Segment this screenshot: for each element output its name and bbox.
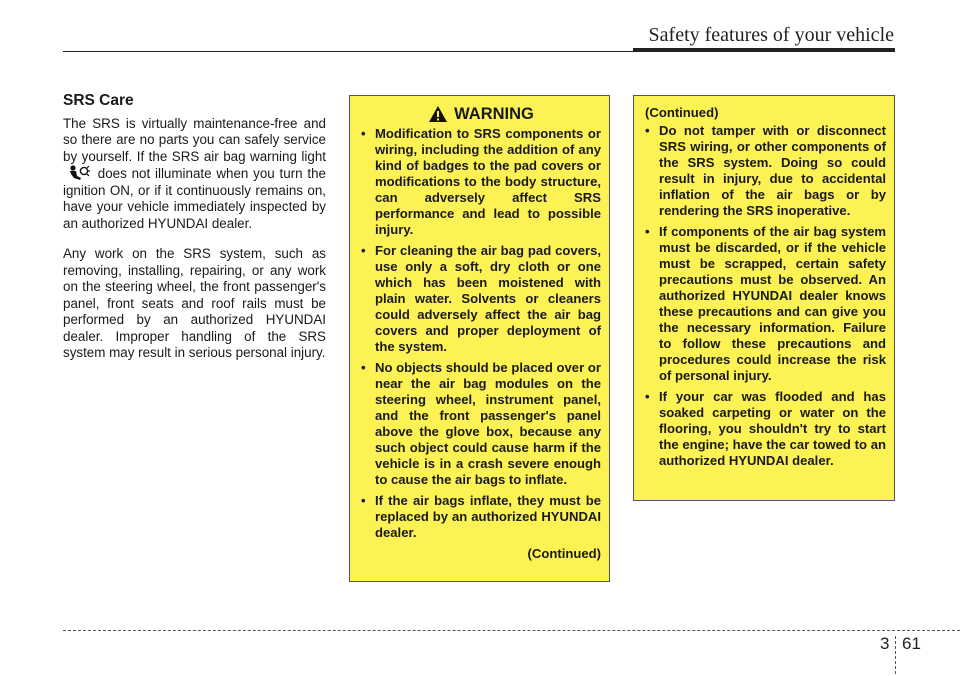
list-item: • If the air bags inflate, they must be replaced by an authorized HYUNDAI dealer. — [361, 493, 601, 541]
warning-box — [349, 95, 610, 582]
srs-care-paragraph-1 — [63, 116, 326, 233]
header-rule-accent — [633, 48, 895, 52]
continued-list — [645, 123, 886, 469]
airbag-warning-icon — [65, 165, 91, 181]
list-item: • No objects should be placed over or near the air bag modules on the steering wheel, instrument panel, and the front passenger's panel above the glove box, because any such object could cause harm if the vehicle is in a crash severe enough to cause the air bags to inflate. — [361, 360, 601, 488]
page-separator — [895, 636, 896, 674]
warning-triangle-icon — [428, 105, 448, 123]
chapter-number: 3 — [880, 634, 890, 653]
continued-warning-box — [633, 95, 895, 501]
srs-care-section — [63, 93, 326, 376]
srs-care-paragraph-2: Any work on the SRS system, such as removing, installing, repairing, or any work on the steering wheel, the front passenger's panel, front seats and roof rails must be performed by an authorized HYUNDAI dealer. Improper handling of the SRS system may result in serious personal injury. — [63, 246, 326, 360]
srs-care-heading: SRS Care — [63, 92, 134, 109]
warning-list — [361, 126, 601, 541]
list-item: • If components of the air bag system must be discarded, or if the vehicle must be scrapped, certain safety precautions must be observed. An authorized HYUNDAI dealer knows these precautions and can give you the necessary information. Failure to follow these precautions and procedures could increase the risk of personal injury. — [645, 224, 886, 384]
continued-label: (Continued) — [527, 546, 601, 561]
footer-rule — [63, 630, 960, 631]
list-item: • If your car was flooded and has soaked carpeting or water on the flooring, you shouldn't try to start the engine; have the car towed to an authorized HYUNDAI dealer. — [645, 389, 886, 469]
warning-header — [361, 105, 601, 123]
srs-care-text-a: The SRS is virtually maintenance-free and so there are no parts you can safely service by yourself. If the SRS air bag warning light — [63, 115, 326, 164]
header-title: Safety features of your vehicle — [648, 24, 894, 46]
page-number: 61 — [902, 634, 921, 653]
list-item: • Do not tamper with or disconnect SRS wiring, or other components of the SRS system. Doing so could result in injury, due to accidental inflation of the air bags or by rendering the SRS inoperative. — [645, 123, 886, 219]
srs-care-text-b: does not illuminate when you turn the ignition ON, or if it continuously remains on, have your vehicle immediately inspected by an authorized HYUNDAI dealer. — [63, 166, 326, 231]
warning-title: WARNING — [454, 105, 534, 123]
list-item: • For cleaning the air bag pad covers, use only a soft, dry cloth or one which has been moistened with plain water. Solvents or cleaners could adversely affect the air bag covers and proper deployment of the system. — [361, 243, 601, 355]
list-item: • Modification to SRS components or wiring, including the addition of any kind of badges to the pad covers or modifications to the body structure, can adversely affect SRS performance and lead to possible injury. — [361, 126, 601, 238]
continued-heading: (Continued) — [645, 105, 719, 120]
